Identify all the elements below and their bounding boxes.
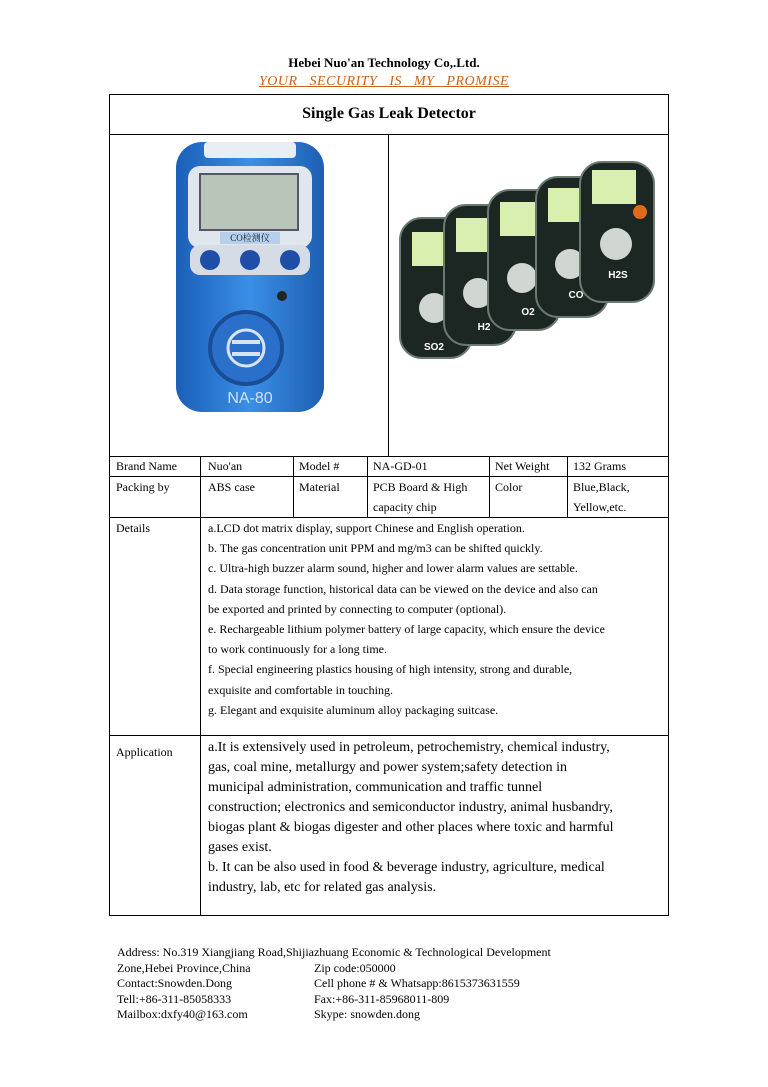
details-label: Details [116, 521, 150, 535]
packing-label: Packing by [116, 480, 170, 494]
svg-text:O2: O2 [521, 307, 535, 318]
brand-name-value: Nuo'an [208, 459, 243, 473]
divider [293, 456, 294, 517]
application-line: construction; electronics and semiconductor industry, animal husbandry, [208, 800, 613, 815]
blue-detector-image [170, 140, 330, 415]
details-list [208, 518, 663, 720]
color-value-line2: Yellow,etc. [573, 500, 627, 514]
mailbox: Mailbox:dxfy40@163.com [117, 1007, 248, 1021]
detector-h2s [580, 162, 654, 302]
svg-text:H2: H2 [477, 322, 491, 333]
details-line: be exported and printed by connecting to computer (optional). [208, 601, 507, 616]
company-name: Hebei Nuo'an Technology Co,.Ltd. [288, 55, 480, 70]
details-line: exquisite and comfortable in touching. [208, 682, 393, 697]
contact-footer [117, 945, 551, 1023]
address-line1: Address: No.319 Xiangjiang Road,Shijiazhuang Economic & Technological Development [117, 945, 551, 959]
net-weight-value: 132 Grams [573, 459, 626, 473]
application-line: industry, lab, etc for related gas analysis. [208, 880, 437, 895]
address-line2: Zone,Hebei Province,China [117, 960, 251, 975]
divider [367, 456, 368, 517]
application-line: biogas plant & biogas digester and other places where toxic and harmful [208, 820, 614, 835]
skype: Skype: snowden.dong [314, 1007, 420, 1021]
divider [109, 735, 669, 736]
application-text [208, 738, 666, 898]
material-value-line2: capacity chip [373, 500, 437, 514]
material-value-line1: PCB Board & High [373, 480, 468, 494]
details-line: d. Data storage function, historical data can be viewed on the device and also can [208, 581, 598, 596]
application-label: Application [116, 745, 173, 759]
divider [200, 456, 201, 916]
application-line: b. It can be also used in food & beverage industry, agriculture, medical [208, 860, 605, 875]
details-line: c. Ultra-high buzzer alarm sound, higher and lower alarm values are settable. [208, 561, 578, 576]
application-line: municipal administration, communication and traffic tunnel [208, 780, 543, 795]
divider [109, 134, 669, 135]
screen-label: CO检测仪 [230, 233, 270, 243]
company-slogan: YOUR SECURITY IS MY PROMISE [258, 74, 510, 89]
fax: Fax:+86-311-85968011-809 [314, 991, 450, 1006]
packing-value: ABS case [208, 480, 255, 494]
net-weight-label: Net Weight [495, 459, 550, 473]
details-line: e. Rechargeable lithium polymer battery of large capacity, which ensure the device [208, 622, 605, 637]
model-label: Model # [299, 459, 340, 473]
product-title: Single Gas Leak Detector [302, 105, 476, 122]
brand-name-label: Brand Name [116, 459, 177, 473]
details-line: a.LCD dot matrix display, support Chinese and English operation. [208, 521, 525, 535]
svg-text:CO: CO [568, 290, 584, 301]
divider [567, 456, 568, 517]
color-value-line1: Blue,Black, [573, 480, 630, 494]
application-line: a.It is extensively used in petroleum, petrochemistry, chemical industry, [208, 740, 610, 755]
divider [489, 456, 490, 517]
details-line: b. The gas concentration unit PPM and mg/m3 can be shifted quickly. [208, 541, 543, 556]
contact-name: Contact:Snowden.Dong [117, 976, 232, 990]
application-line: gas, coal mine, metallurgy and power system;safety detection in [208, 760, 567, 775]
telephone: Tell:+86-311-85058333 [117, 991, 232, 1006]
zip-code: Zip code:050000 [314, 960, 396, 975]
application-line: gases exist. [208, 840, 272, 855]
cell-phone: Cell phone # & Whatsapp:8615373631559 [314, 976, 520, 990]
details-line: g. Elegant and exquisite aluminum alloy packaging suitcase. [208, 702, 499, 717]
svg-text:SO2: SO2 [423, 342, 445, 353]
device-label: NA-80 [227, 390, 273, 407]
material-label: Material [299, 480, 340, 494]
details-line: f. Special engineering plastics housing of high intensity, strong and durable, [208, 662, 573, 677]
divider [388, 134, 389, 456]
svg-text:H2S: H2S [608, 270, 628, 281]
detector-group-image [396, 140, 661, 370]
details-line: to work continuously for a long time. [208, 642, 387, 657]
model-value: NA-GD-01 [373, 459, 428, 473]
color-label: Color [495, 480, 523, 494]
